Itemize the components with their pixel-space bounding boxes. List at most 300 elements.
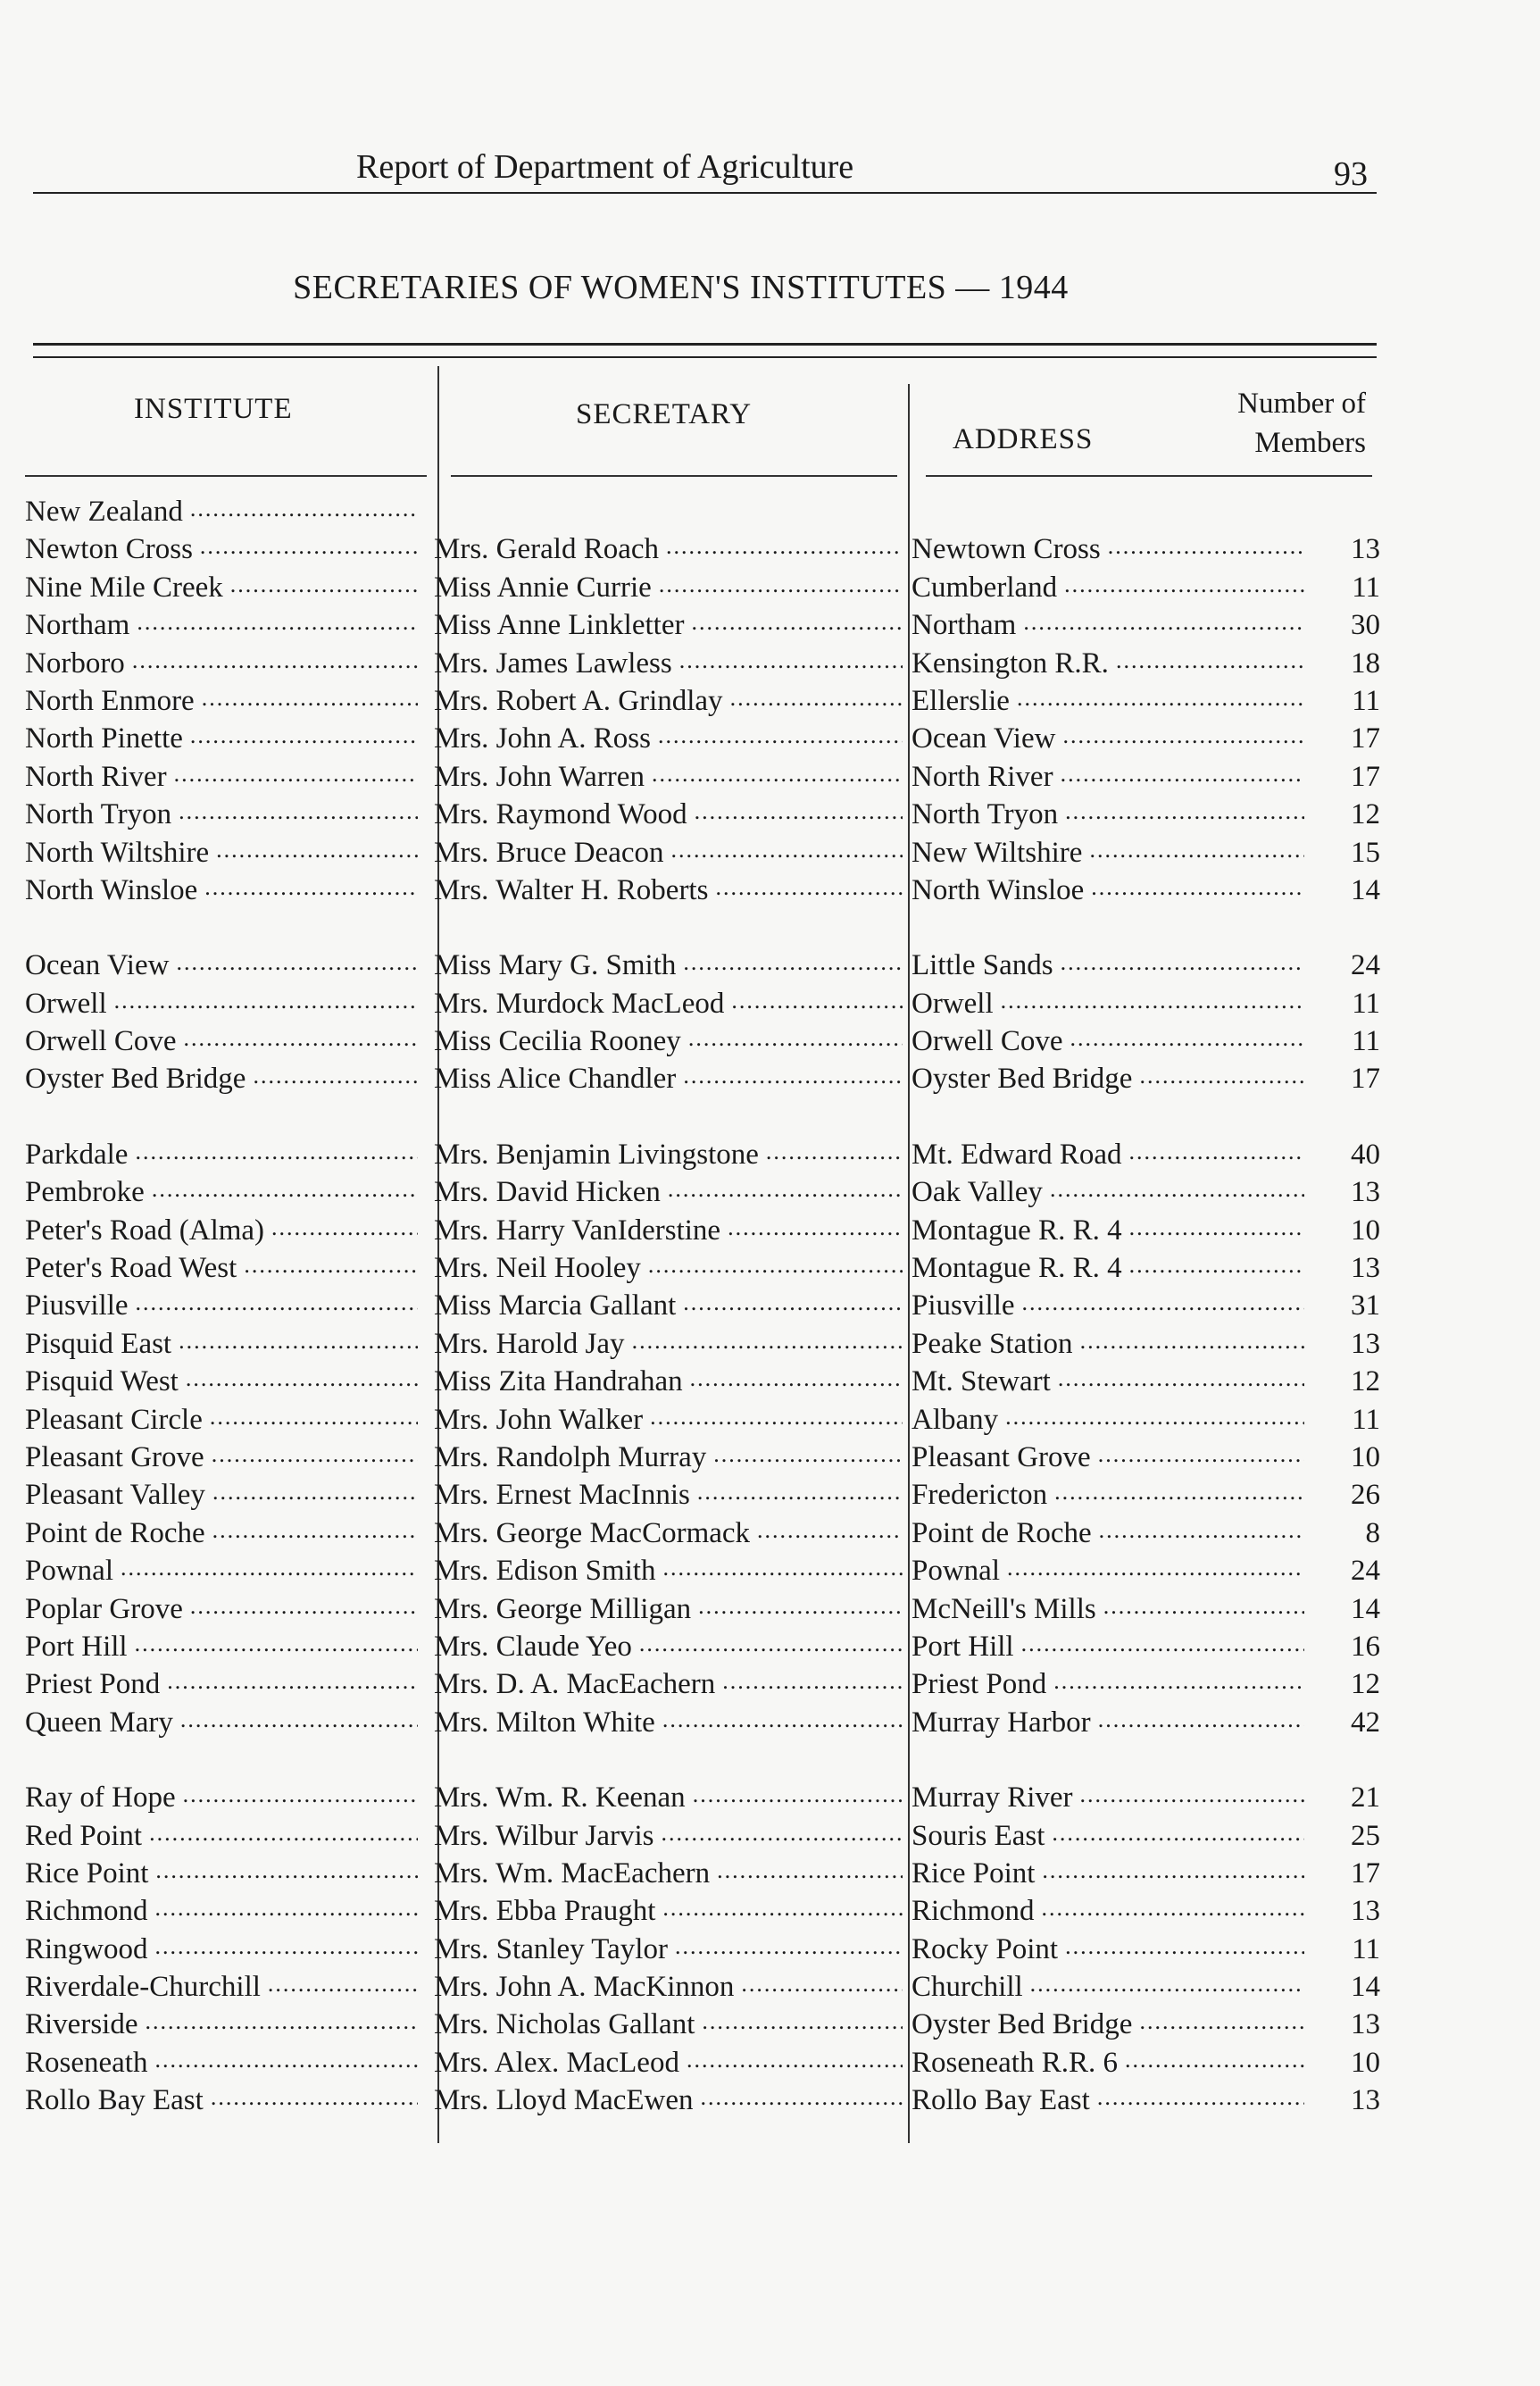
leader-dots <box>1065 1933 1304 1966</box>
leader-dots <box>662 1555 903 1588</box>
secretary-text: Mrs. George MacCormack <box>434 1516 751 1549</box>
leader-dots <box>648 1252 903 1285</box>
cell-secretary <box>434 1328 903 1361</box>
leader-dots <box>268 1971 418 2004</box>
table-row <box>25 2084 1380 2122</box>
table-row <box>25 1138 1380 1176</box>
secretary-text: Miss Cecilia Rooney <box>434 1025 681 1058</box>
cell-institute <box>25 1479 418 1512</box>
table-row <box>25 760 1380 798</box>
leader-dots <box>722 1668 903 1701</box>
members-text: 11 <box>1352 1403 1380 1436</box>
cell-secretary <box>434 798 903 831</box>
secretary-text: Mrs. Wm. R. Keenan <box>434 1781 686 1815</box>
members-text: 17 <box>1351 760 1380 793</box>
institute-text: Rice Point <box>25 1856 149 1890</box>
table-row <box>25 798 1380 836</box>
leader-dots <box>1097 2084 1304 2117</box>
leader-dots <box>179 1328 418 1361</box>
leader-dots <box>731 988 903 1021</box>
cell-institute <box>25 837 418 870</box>
cell-members <box>1309 1895 1380 1928</box>
cell-address <box>912 1365 1304 1398</box>
cell-secretary <box>434 988 903 1021</box>
secretary-text: Mrs. John Walker <box>434 1403 644 1436</box>
cell-members <box>1309 1289 1380 1322</box>
institute-text: Nine Mile Creek <box>25 571 223 604</box>
secretaries-table <box>25 496 1380 2123</box>
cell-institute <box>25 798 418 831</box>
leader-dots <box>230 571 418 605</box>
leader-dots <box>1062 722 1304 755</box>
title-double-rule <box>33 343 1377 358</box>
institute-text: Pembroke <box>25 1176 145 1209</box>
members-text: 13 <box>1351 2084 1380 2117</box>
cell-members <box>1309 1365 1380 1398</box>
cell-members <box>1309 837 1380 870</box>
leader-dots <box>730 685 903 718</box>
cell-institute <box>25 1328 418 1361</box>
secretary-text: Mrs. Raymond Wood <box>434 798 687 831</box>
address-text: Souris East <box>912 1819 1045 1852</box>
secretary-text: Mrs. Murdock MacLeod <box>434 987 725 1020</box>
members-text: 30 <box>1351 609 1380 642</box>
leader-dots <box>212 1517 418 1550</box>
cell-address <box>912 1857 1304 1890</box>
members-text: 15 <box>1351 836 1380 869</box>
members-text: 11 <box>1352 684 1380 717</box>
cell-address <box>912 1593 1304 1626</box>
table-row <box>25 1252 1380 1289</box>
running-head <box>33 147 1377 194</box>
leader-dots <box>1007 1555 1304 1588</box>
cell-members <box>1309 647 1380 680</box>
cell-institute <box>25 1214 418 1247</box>
cell-secretary <box>434 1365 903 1398</box>
leader-dots <box>155 1857 418 1890</box>
cell-institute <box>25 1176 418 1209</box>
cell-members <box>1309 1781 1380 1815</box>
leader-dots <box>661 1820 903 1853</box>
table-row <box>25 1176 1380 1214</box>
leader-dots <box>152 1176 418 1209</box>
address-text: Orwell Cove <box>912 1025 1063 1058</box>
address-text: Priest Pond <box>912 1668 1047 1701</box>
cell-address <box>912 647 1304 680</box>
cell-institute <box>25 1668 418 1701</box>
cell-secretary <box>434 2084 903 2117</box>
members-text: 13 <box>1351 533 1380 566</box>
cell-institute <box>25 988 418 1021</box>
secretary-text: Mrs. John A. Ross <box>434 722 651 755</box>
address-text: Richmond <box>912 1895 1035 1928</box>
address-text: Montague R. R. 4 <box>912 1214 1122 1247</box>
leader-dots <box>671 837 903 870</box>
cell-members <box>1309 1063 1380 1096</box>
cell-secretary <box>434 1063 903 1096</box>
table-row <box>25 1668 1380 1706</box>
cell-secretary <box>434 609 903 642</box>
leader-dots <box>1023 609 1304 642</box>
members-text: 17 <box>1351 1856 1380 1890</box>
secretary-text: Mrs. Nicholas Gallant <box>434 2008 695 2041</box>
institute-text: North Winsloe <box>25 873 198 906</box>
institute-text: Richmond <box>25 1895 148 1928</box>
leader-dots <box>1080 1781 1304 1815</box>
leader-dots <box>186 1365 418 1398</box>
cell-secretary <box>434 685 903 718</box>
header-rule-secretary <box>451 475 897 477</box>
cell-institute <box>25 1441 418 1474</box>
members-text: 11 <box>1352 987 1380 1020</box>
members-text: 24 <box>1351 949 1380 982</box>
institute-text: Rollo Bay East <box>25 2084 204 2117</box>
leader-dots <box>167 1668 418 1701</box>
table-row <box>25 1516 1380 1555</box>
cell-secretary <box>434 1441 903 1474</box>
institute-text: Northam <box>25 609 130 642</box>
secretary-text: Mrs. Bruce Deacon <box>434 836 664 869</box>
address-text: Roseneath R.R. 6 <box>912 2046 1118 2079</box>
cell-address <box>912 1252 1304 1285</box>
leader-dots <box>662 1706 903 1739</box>
cell-address <box>912 798 1304 831</box>
leader-dots <box>691 609 903 642</box>
leader-dots <box>1052 1820 1304 1853</box>
leader-dots <box>1065 798 1304 831</box>
institute-text: Pisquid East <box>25 1327 172 1360</box>
members-text: 31 <box>1351 1289 1380 1322</box>
header-institute: INSTITUTE <box>134 393 293 425</box>
cell-institute <box>25 1555 418 1588</box>
leader-dots <box>632 1328 903 1361</box>
members-text: 11 <box>1352 571 1380 604</box>
cell-address <box>912 2047 1304 2080</box>
address-text: New Wiltshire <box>912 836 1083 869</box>
leader-dots <box>154 2047 418 2080</box>
table-row <box>25 1971 1380 2008</box>
cell-address <box>912 1328 1304 1361</box>
address-text: Ellerslie <box>912 684 1010 717</box>
leader-dots <box>176 949 418 982</box>
leader-dots <box>253 1063 418 1096</box>
cell-institute <box>25 2008 418 2041</box>
cell-members <box>1309 949 1380 982</box>
cell-address <box>912 1063 1304 1096</box>
cell-members <box>1309 1479 1380 1512</box>
leader-dots <box>659 571 903 605</box>
cell-members <box>1309 1668 1380 1701</box>
members-text: 12 <box>1351 1365 1380 1398</box>
cell-address <box>912 533 1304 566</box>
members-text: 42 <box>1351 1706 1380 1739</box>
cell-institute <box>25 1025 418 1058</box>
cell-address <box>912 1025 1304 1058</box>
cell-address <box>912 722 1304 755</box>
leader-dots <box>1116 647 1304 680</box>
leader-dots <box>697 1479 903 1512</box>
leader-dots <box>683 949 903 982</box>
leader-dots <box>190 1593 418 1626</box>
members-text: 11 <box>1352 1025 1380 1058</box>
address-text: Northam <box>912 609 1017 642</box>
address-text: Murray River <box>912 1781 1073 1815</box>
secretary-text: Mrs. D. A. MacEachern <box>434 1668 716 1701</box>
institute-text: Piusville <box>25 1289 129 1322</box>
institute-text: Orwell Cove <box>25 1025 177 1058</box>
institute-text: Port Hill <box>25 1630 128 1663</box>
cell-secretary <box>434 1289 903 1322</box>
cell-members <box>1309 533 1380 566</box>
leader-dots <box>137 609 418 642</box>
members-text: 14 <box>1351 1592 1380 1625</box>
institute-text: North Enmore <box>25 684 195 717</box>
institute-text: Ringwood <box>25 1932 148 1965</box>
cell-address <box>912 1289 1304 1322</box>
address-text: North River <box>912 760 1053 793</box>
members-text: 12 <box>1351 1668 1380 1701</box>
header-members <box>1161 384 1366 463</box>
address-text: Point de Roche <box>912 1516 1092 1549</box>
leader-dots <box>662 1895 903 1928</box>
secretary-text: Mrs. John Warren <box>434 760 645 793</box>
cell-members <box>1309 2047 1380 2080</box>
cell-members <box>1309 1176 1380 1209</box>
secretary-text: Mrs. Lloyd MacEwen <box>434 2084 694 2117</box>
leader-dots <box>693 1781 903 1815</box>
institute-text: Oyster Bed Bridge <box>25 1063 246 1096</box>
table-row <box>25 1025 1380 1063</box>
cell-institute <box>25 1139 418 1172</box>
cell-members <box>1309 1820 1380 1853</box>
leader-dots <box>728 1214 903 1247</box>
table-row <box>25 987 1380 1025</box>
group-spacer <box>25 1101 1373 1139</box>
table-row <box>25 1781 1380 1819</box>
cell-address <box>912 609 1304 642</box>
cell-members <box>1309 1441 1380 1474</box>
cell-secretary <box>434 533 903 566</box>
cell-members <box>1309 1517 1380 1550</box>
secretary-text: Mrs. Gerald Roach <box>434 533 660 566</box>
leader-dots <box>204 874 418 907</box>
cell-secretary <box>434 1214 903 1247</box>
leader-dots <box>741 1971 903 2004</box>
cell-members <box>1309 1252 1380 1285</box>
cell-secretary <box>434 1820 903 1853</box>
table-row <box>25 949 1380 987</box>
leader-dots <box>658 722 903 755</box>
cell-institute <box>25 761 418 794</box>
cell-address <box>912 1176 1304 1209</box>
page-title: SECRETARIES OF WOMEN'S INSTITUTES — 1944 <box>293 269 1069 306</box>
institute-text: Norboro <box>25 647 125 680</box>
cell-address <box>912 1214 1304 1247</box>
leader-dots <box>114 988 418 1021</box>
cell-address <box>912 874 1304 907</box>
secretary-text: Mrs. Alex. MacLeod <box>434 2046 679 2079</box>
leader-dots <box>1042 1895 1305 1928</box>
cell-institute <box>25 1365 418 1398</box>
cell-members <box>1309 1971 1380 2004</box>
cell-institute <box>25 1631 418 1664</box>
leader-dots <box>1058 1365 1304 1398</box>
leader-dots <box>149 1820 418 1853</box>
cell-secretary <box>434 949 903 982</box>
table-row <box>25 1592 1380 1631</box>
secretary-text: Mrs. David Hicken <box>434 1176 661 1209</box>
leader-dots <box>212 1479 418 1512</box>
address-text: Churchill <box>912 1971 1023 2004</box>
leader-dots <box>179 798 418 831</box>
secretary-text: Mrs. James Lawless <box>434 647 672 680</box>
cell-institute <box>25 685 418 718</box>
leader-dots <box>210 1404 418 1437</box>
leader-dots <box>1139 2008 1304 2041</box>
secretary-text: Mrs. George Milligan <box>434 1592 692 1625</box>
institute-text: Pisquid West <box>25 1365 179 1398</box>
address-text: Oyster Bed Bridge <box>912 2008 1133 2041</box>
group-spacer <box>25 912 1373 949</box>
table-row <box>25 873 1380 912</box>
leader-dots <box>202 685 418 718</box>
leader-dots <box>1021 1631 1304 1664</box>
cell-secretary <box>434 647 903 680</box>
members-text: 10 <box>1351 2046 1380 2079</box>
cell-secretary <box>434 2008 903 2041</box>
leader-dots <box>715 874 903 907</box>
address-text: North Winsloe <box>912 873 1085 906</box>
institute-text: Roseneath <box>25 2046 148 2079</box>
table-row <box>25 1365 1380 1403</box>
cell-secretary <box>434 571 903 605</box>
leader-dots <box>1098 1441 1304 1474</box>
leader-dots <box>1099 1517 1304 1550</box>
members-text: 13 <box>1351 1895 1380 1928</box>
leader-dots <box>701 2084 903 2117</box>
secretary-text: Miss Annie Currie <box>434 571 652 604</box>
table-row <box>25 1403 1380 1441</box>
members-text: 21 <box>1351 1781 1380 1815</box>
members-text: 13 <box>1351 1327 1380 1360</box>
institute-text: New Zealand <box>25 496 183 528</box>
cell-institute <box>25 1781 418 1815</box>
leader-dots <box>766 1139 903 1172</box>
cell-secretary <box>434 1857 903 1890</box>
institute-text: Red Point <box>25 1819 143 1852</box>
institute-text: North Pinette <box>25 722 183 755</box>
leader-dots <box>136 1289 418 1322</box>
leader-dots <box>1001 988 1304 1021</box>
address-text: Kensington R.R. <box>912 647 1109 680</box>
leader-dots <box>1061 761 1304 794</box>
leader-dots <box>1089 837 1304 870</box>
cell-institute <box>25 1971 418 2004</box>
leader-dots <box>1125 2047 1304 2080</box>
cell-address <box>912 949 1304 982</box>
cell-secretary <box>434 1025 903 1058</box>
cell-institute <box>25 1289 418 1322</box>
table-row <box>25 1819 1380 1857</box>
address-text: Murray Harbor <box>912 1706 1091 1739</box>
cell-address <box>912 1441 1304 1474</box>
leader-dots <box>184 1025 418 1058</box>
institute-text: Pownal <box>25 1555 113 1588</box>
cell-secretary <box>434 1252 903 1285</box>
cell-members <box>1309 1706 1380 1739</box>
cell-institute <box>25 874 418 907</box>
address-text: Rocky Point <box>912 1932 1059 1965</box>
members-text: 13 <box>1351 1252 1380 1285</box>
institute-text: Ray of Hope <box>25 1781 176 1815</box>
leader-dots <box>135 1139 418 1172</box>
address-text: Rice Point <box>912 1856 1036 1890</box>
header-secretary: SECRETARY <box>576 398 753 430</box>
leader-dots <box>1139 1063 1304 1096</box>
cell-members <box>1309 1631 1380 1664</box>
institute-text: Pleasant Valley <box>25 1479 205 1512</box>
leader-dots <box>132 647 418 680</box>
leader-dots <box>1050 1176 1304 1209</box>
leader-dots <box>668 1176 903 1209</box>
leader-dots <box>244 1252 418 1285</box>
cell-institute <box>25 949 418 982</box>
cell-members <box>1309 1933 1380 1966</box>
address-text: Albany <box>912 1403 999 1436</box>
cell-members <box>1309 609 1380 642</box>
institute-text: Peter's Road (Alma) <box>25 1214 265 1247</box>
cell-institute <box>25 647 418 680</box>
secretary-text: Miss Zita Handrahan <box>434 1365 683 1398</box>
cell-secretary <box>434 1176 903 1209</box>
cell-secretary <box>434 722 903 755</box>
address-text: North Tryon <box>912 798 1059 831</box>
members-text: 8 <box>1365 1516 1380 1549</box>
cell-secretary <box>434 1933 903 1966</box>
cell-address <box>912 837 1304 870</box>
cell-address <box>912 1479 1304 1512</box>
address-text: Pleasant Grove <box>912 1440 1091 1473</box>
secretary-text: Mrs. Benjamin Livingstone <box>434 1138 759 1171</box>
address-text: Oak Valley <box>912 1176 1043 1209</box>
cell-address <box>912 2084 1304 2117</box>
members-text: 14 <box>1351 1971 1380 2004</box>
cell-secretary <box>434 874 903 907</box>
secretary-text: Mrs. Wm. MacEachern <box>434 1856 711 1890</box>
members-text: 40 <box>1351 1138 1380 1171</box>
institute-text: North Tryon <box>25 798 172 831</box>
institute-text: Pleasant Circle <box>25 1403 203 1436</box>
cell-address <box>912 1971 1304 2004</box>
members-text: 13 <box>1351 1176 1380 1209</box>
address-text: Peake Station <box>912 1327 1073 1360</box>
cell-secretary <box>434 1139 903 1172</box>
cell-address <box>912 571 1304 605</box>
institute-text: Orwell <box>25 987 107 1020</box>
institute-text: Riverdale-Churchill <box>25 1971 261 2004</box>
address-text: Port Hill <box>912 1630 1014 1663</box>
institute-text: Newton Cross <box>25 533 193 566</box>
leader-dots <box>155 1895 419 1928</box>
leader-dots <box>688 1025 903 1058</box>
cell-members <box>1309 874 1380 907</box>
address-text: Montague R. R. 4 <box>912 1252 1122 1285</box>
leader-dots <box>1042 1857 1304 1890</box>
cell-address <box>912 2008 1304 2041</box>
secretary-text: Miss Alice Chandler <box>434 1063 677 1096</box>
leader-dots <box>687 2047 903 2080</box>
leader-dots <box>679 647 903 680</box>
